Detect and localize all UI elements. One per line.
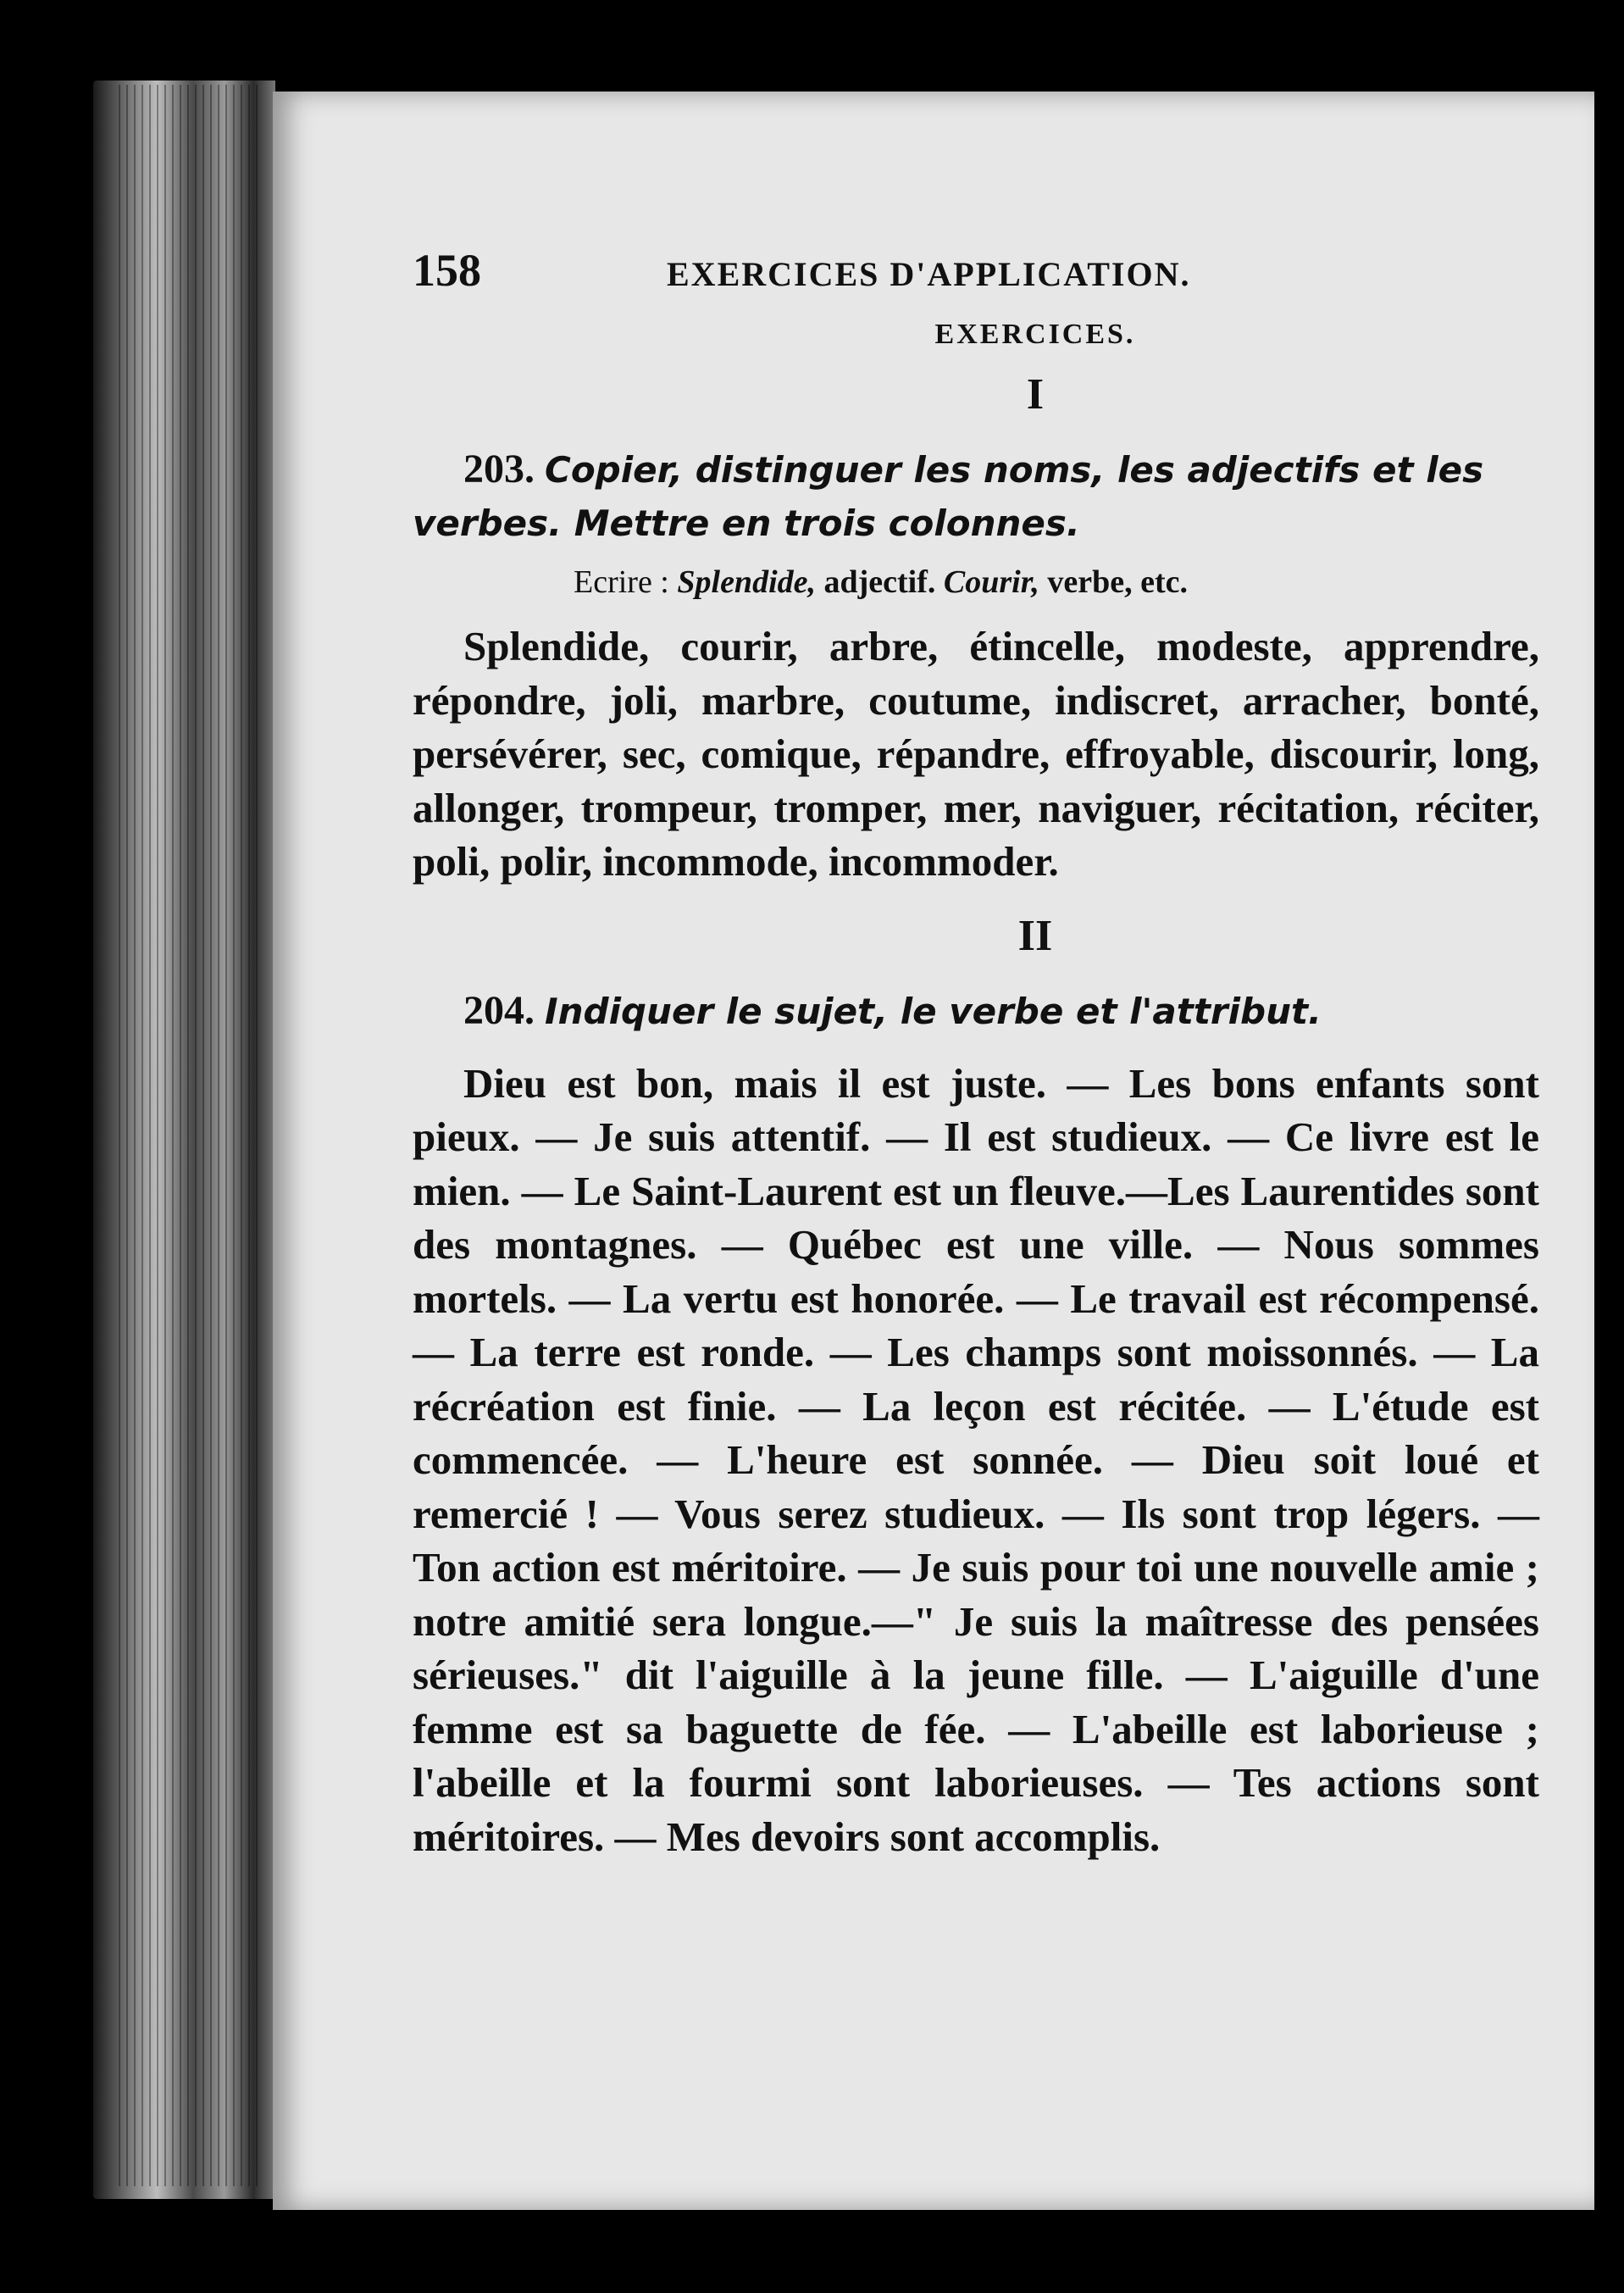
exercise-instruction: Indiquer le sujet, le verbe et l'attribut. bbox=[545, 990, 1322, 1032]
running-head bbox=[413, 244, 1539, 303]
exercise-instruction: Copier, distinguer les noms, les adjectifs et les verbes. Mettre en trois colonnes. bbox=[413, 449, 1484, 544]
exercise-number: 204. bbox=[463, 987, 535, 1033]
part-numeral-1: I bbox=[1026, 370, 1045, 419]
example-word-2: Courir, bbox=[943, 564, 1039, 600]
exercise-number: 203. bbox=[463, 447, 535, 491]
page-content bbox=[413, 244, 1539, 1863]
exercise-204-text: Dieu est bon, mais il est juste. — Les bons enfants sont pieux. — Je suis attentif. — Il est studieux. — Ce livre est le mien. — Le Saint-Laurent est un fleuve.—Les Laurentides sont des montagnes. — Québec est une ville. — Nous sommes mortels. — La vertu est honorée. — Le travail est récompensé. — La terre est ronde. — Les champs sont moissonnés. — La récréation est finie. — La leçon est récitée. — L'étude est commencée. — L'heure est sonnée. — Dieu soit loué et remercié ! — Vous serez studieux. — Ils sont trop légers. — Ton action est méritoire. — Je suis pour toi une nouvelle amie ; notre amitié sera longue.—" Je suis la maîtresse des pensées sérieuses." dit l'aiguille à la jeune fille. — L'aiguille d'une femme est sa baguette de fée. — L'abeille est laborieuse ; l'abeille et la fourmi sont laborieuses. — Tes actions sont méritoires. — Mes devoirs sont accomplis. bbox=[413, 1059, 1539, 1860]
part-numeral-2: II bbox=[1017, 911, 1053, 960]
page-edges bbox=[119, 85, 263, 2186]
example-word-1: Splendide, bbox=[677, 564, 816, 600]
book-page bbox=[273, 92, 1594, 2210]
exercise-204-heading bbox=[413, 985, 1539, 1038]
example-type-1: adjectif. bbox=[823, 564, 936, 600]
running-title: EXERCICES D'APPLICATION. bbox=[667, 255, 1191, 293]
example-line bbox=[574, 564, 1539, 601]
section-heading: EXERCICES. bbox=[934, 319, 1136, 350]
page-number: 158 bbox=[413, 245, 481, 296]
example-lead: Ecrire : bbox=[574, 564, 669, 600]
example-type-2: verbe, etc. bbox=[1047, 564, 1189, 600]
exercise-203-heading bbox=[413, 443, 1539, 550]
exercise-203-text: Splendide, courir, arbre, étincelle, modeste, apprendre, répondre, joli, marbre, coutume, indiscret, arracher, bonté, persévérer, sec, comique, répandre, effroyable, discourir, long, allonger, trompeur, tromper, mer, naviguer, récitation, réciter, poli, polir, incommode, incommoder. bbox=[413, 623, 1539, 885]
